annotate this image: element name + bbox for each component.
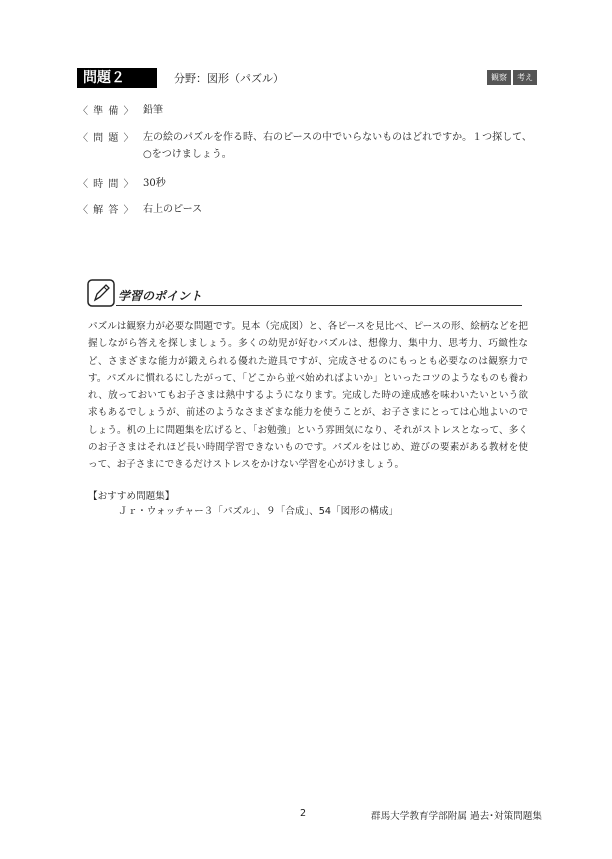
info-value: 30秒 [143, 178, 166, 189]
problem-header [77, 68, 537, 88]
info-label: 〈 準 備 〉 [78, 106, 135, 117]
learning-point-title: 学習のポイント [118, 289, 203, 303]
page-number: 2 [300, 808, 307, 819]
info-label: 〈 問 題 〉 [78, 133, 135, 144]
info-label: 〈 時 間 〉 [78, 179, 135, 190]
info-label: 〈 解 答 〉 [78, 205, 135, 216]
skill-tag-observation: 観察 [487, 70, 511, 85]
problem-number-badge: 問題２ [77, 68, 157, 88]
learning-point-header [86, 278, 522, 308]
recommend-title: 【おすすめ問題集】 [88, 491, 175, 502]
skill-tag-thinking: 考え [513, 70, 537, 85]
info-value: 鉛筆 [143, 105, 163, 116]
recommend-body: Ｊｒ・ウォッチャー３「パズル」、９「合成」、54「図形の構成」 [118, 506, 399, 517]
info-value: 左の絵のパズルを作る時、右のピースの中でいらないものはどれですか。１つ探して、○をつけましょう。 [143, 132, 532, 160]
skill-tags [487, 70, 537, 85]
title-underline [116, 305, 522, 306]
pencil-icon [86, 278, 116, 308]
info-value: 右上のピース [143, 204, 203, 215]
book-title: 群馬大学教育学部附属 過去･対策問題集 [371, 811, 542, 822]
learning-point-body: パズルは観察力が必要な問題です。見本（完成図）と、各ピースを見比べ、ピースの形、絵柄などを把握しながら答えを探しましょう。多くの幼児が好むパズルは、想像力、集中力、思考力、巧緻性など、さまざまな能力が鍛えられる優れた遊具ですが、完成させるのにもっとも必要なのは観察力です。パズルに慣れるにしたがって、「どこから並べ始めればよいか」といったコツのようなものも養われ、放っておいてもお子さまは熱中するようになります。完成した時の達成感を味わいたいという欲求もあるでしょうが、前述のようなさまざまな能力を使うことが、お子さまにとっては心地よいのでしょう。机の上に問題集を広げると、「お勉強」という雰囲気になり、それがストレスとなって、多くのお子さまはそれほど長い時間学習できないものです。パズルをはじめ、遊びの要素がある教材を使って、お子さまにできるだけストレスをかけない学習を心がけましょう。 [88, 321, 528, 471]
field-label: 分野：図形（パズル） [174, 72, 284, 85]
